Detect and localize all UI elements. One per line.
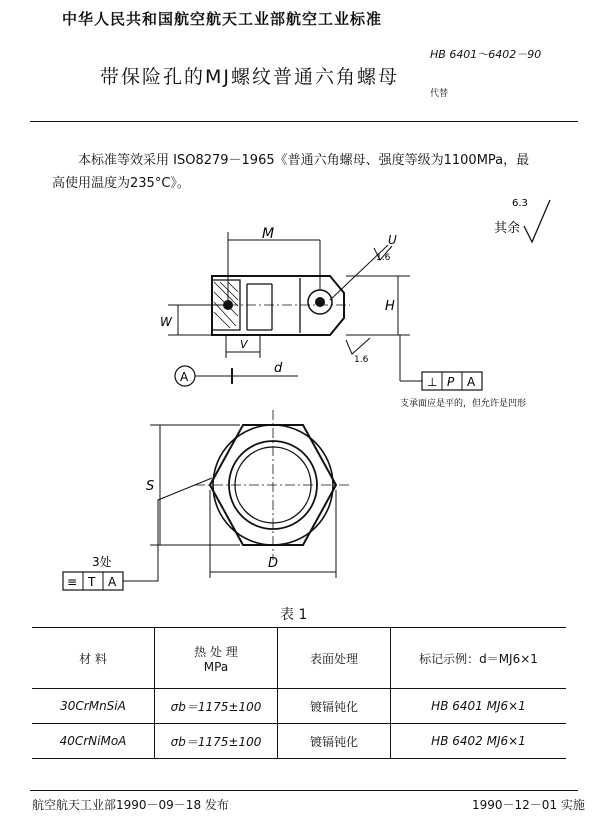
dim-s: S [146, 479, 155, 494]
dim-m: M [262, 226, 275, 242]
cell-material: 40CrNiMoA [32, 724, 155, 759]
header-rule [30, 121, 578, 122]
dim-d: d [274, 361, 283, 376]
intro-line-1: 本标准等效采用 ISO8279－1965《普通六角螺母、强度等级为1100MPa，最 [78, 153, 530, 168]
support-note: 支承面应是平的，但允许是凹形 [400, 399, 527, 409]
header-surface: 表面处理 [278, 628, 391, 689]
roughness-rest-label: 其余 [494, 221, 521, 236]
cell-heat: σb＝1175±100 [155, 689, 278, 724]
table-caption: 表 1 [280, 607, 308, 623]
tol1-symbol: ⊥ [427, 375, 438, 389]
tol2-datum: A [108, 575, 117, 589]
document-title: 带保险孔的MJ螺纹普通六角螺母 [100, 66, 399, 88]
cell-marking: HB 6402 MJ6×1 [391, 724, 567, 759]
issue-date: 航空航天工业部1990－09－18 发布 [32, 798, 229, 812]
tol2-symbol: ≡ [67, 575, 78, 589]
dim-w: W [160, 315, 172, 329]
cell-heat: σb＝1175±100 [155, 724, 278, 759]
tol1-datum: A [467, 375, 476, 389]
spec-table [32, 627, 566, 759]
nut-front-view [195, 410, 352, 560]
roughness-1-6-top: 1.6 [376, 253, 391, 263]
table-row [32, 724, 566, 759]
dim-d-outer: D [268, 556, 279, 571]
footer-rule [30, 790, 578, 791]
cell-surface: 镀镉钝化 [278, 724, 391, 759]
dim-h: H [385, 299, 395, 314]
cell-marking: HB 6401 MJ6×1 [391, 689, 567, 724]
table-row [32, 689, 566, 724]
header-heat-label: 热 处 理 [194, 644, 238, 659]
nut-side-view [210, 276, 350, 335]
tol2-value: T [88, 575, 96, 589]
header-heat-unit: MPa [203, 659, 229, 674]
count-label: 3处 [92, 555, 112, 569]
dim-v: V [240, 338, 248, 351]
datum-a: A [180, 370, 189, 384]
standard-number: HB 6401～6402－90 [430, 48, 542, 61]
replaces-label: 代替 [430, 89, 449, 99]
intro-line-2: 高使用温度为235°C》。 [52, 176, 190, 191]
dim-u: U [388, 233, 397, 247]
header-marking: 标记示例：d＝MJ6×1 [391, 628, 567, 689]
roughness-1-6-bottom: 1.6 [354, 355, 369, 365]
cell-surface: 镀镉钝化 [278, 689, 391, 724]
tol1-value: P [447, 375, 455, 389]
nut-drawing [0, 195, 600, 595]
issuing-organization: 中华人民共和国航空航天工业部航空工业标准 [62, 10, 383, 28]
header-heat-treatment [155, 628, 278, 689]
roughness-value: 6.3 [512, 198, 528, 209]
cell-material: 30CrMnSiA [32, 689, 155, 724]
header-material: 材 料 [32, 628, 155, 689]
effective-date: 1990－12－01 实施 [472, 798, 585, 812]
table-header-row [32, 628, 566, 689]
